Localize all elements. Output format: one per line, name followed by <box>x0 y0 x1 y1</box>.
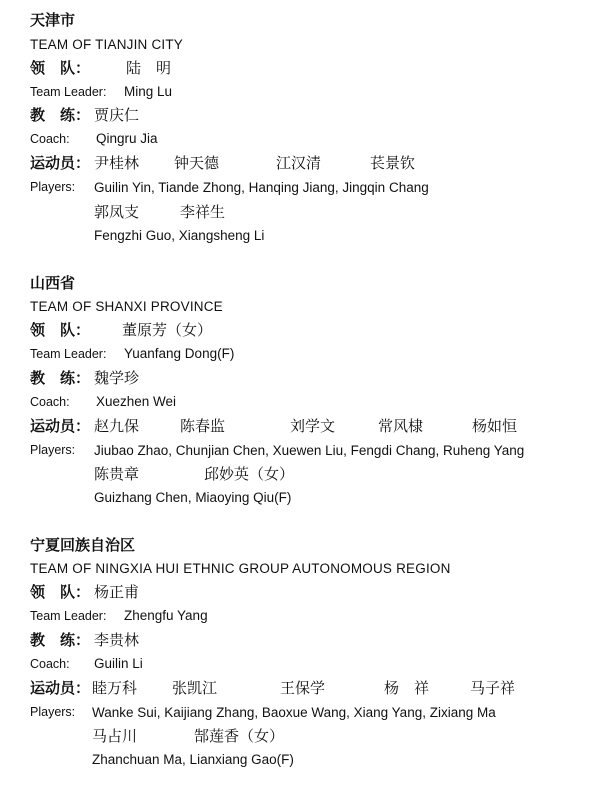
players-names-en: Guizhang Chen, Miaoying Qiu(F) <box>94 490 292 505</box>
player-name-zh: 杨如恒 <box>472 417 518 435</box>
players-label-en: Players: <box>30 180 76 194</box>
leader-label-en: Team Leader: <box>30 609 107 623</box>
team-name-zh: 宁夏回族自治区 <box>30 536 136 554</box>
team-name-en: TEAM OF NINGXIA HUI ETHNIC GROUP AUTONOMOUS REGION <box>30 561 451 576</box>
leader-label-en: Team Leader: <box>30 347 107 361</box>
leader-label-zh: 领 队： <box>30 59 91 77</box>
player-name-zh: 常风棣 <box>378 417 424 435</box>
player-name-zh: 江汉清 <box>276 154 322 172</box>
players-names-en: Zhanchuan Ma, Lianxiang Gao(F) <box>92 752 294 767</box>
player-name-zh: 尹桂林 <box>94 154 140 172</box>
coach-label-zh: 教 练： <box>30 106 91 124</box>
team-name-en: TEAM OF SHANXI PROVINCE <box>30 299 223 314</box>
players-label-en: Players: <box>30 443 76 457</box>
leader-label-zh: 领 队： <box>30 583 91 601</box>
players-names-en: Wanke Sui, Kaijiang Zhang, Baoxue Wang, Xiang Yang, Zixiang Ma <box>92 705 496 720</box>
players-label-en: Players: <box>30 705 76 719</box>
players-names-en: Guilin Yin, Tiande Zhong, Hanqing Jiang, Jingqin Chang <box>94 180 429 195</box>
coach-label-en: Coach: <box>30 395 70 409</box>
leader-name-zh: 陆 明 <box>126 59 172 77</box>
players-label-zh: 运动员： <box>30 417 91 435</box>
leader-name-en: Ming Lu <box>124 84 173 99</box>
coach-label-zh: 教 练： <box>30 369 91 387</box>
players-label-zh: 运动员： <box>30 679 91 697</box>
player-name-zh: 陈贵章 <box>94 465 140 483</box>
player-name-zh: 李祥生 <box>180 203 226 221</box>
player-name-zh: 邱妙英（女） <box>204 465 295 483</box>
team-name-zh: 山西省 <box>30 274 76 292</box>
coach-label-zh: 教 练： <box>30 631 91 649</box>
player-name-zh: 马子祥 <box>470 679 516 697</box>
coach-name-en: Qingru Jia <box>96 131 158 146</box>
player-name-zh: 刘学文 <box>290 417 336 435</box>
leader-label-en: Team Leader: <box>30 85 107 99</box>
leader-name-zh: 董原芳（女） <box>122 321 213 339</box>
coach-name-zh: 魏学珍 <box>94 369 140 387</box>
coach-name-zh: 李贵林 <box>94 631 140 649</box>
leader-name-en: Zhengfu Yang <box>124 608 208 623</box>
players-names-en: Jiubao Zhao, Chunjian Chen, Xuewen Liu, Fengdi Chang, Ruheng Yang <box>94 443 525 458</box>
players-names-en: Fengzhi Guo, Xiangsheng Li <box>94 228 265 243</box>
player-name-zh: 郭凤支 <box>94 203 140 221</box>
leader-label-zh: 领 队： <box>30 321 91 339</box>
player-name-zh: 睦万科 <box>92 679 138 697</box>
player-name-zh: 马占川 <box>92 727 138 745</box>
player-name-zh: 王保学 <box>280 679 326 697</box>
coach-name-en: Guilin Li <box>94 656 143 671</box>
coach-label-en: Coach: <box>30 657 70 671</box>
player-name-zh: 张凯江 <box>172 679 218 697</box>
player-name-zh: 钟天德 <box>174 154 220 172</box>
coach-name-en: Xuezhen Wei <box>96 394 177 409</box>
player-name-zh: 郜莲香（女） <box>194 727 285 745</box>
player-name-zh: 赵九保 <box>94 417 140 435</box>
team-name-zh: 天津市 <box>30 11 76 29</box>
coach-label-en: Coach: <box>30 132 70 146</box>
leader-name-en: Yuanfang Dong(F) <box>124 346 235 361</box>
players-label-zh: 运动员： <box>30 154 91 172</box>
player-name-zh: 杨 祥 <box>384 679 430 697</box>
player-name-zh: 苌景钦 <box>370 154 416 172</box>
player-name-zh: 陈春监 <box>180 417 226 435</box>
coach-name-zh: 贾庆仁 <box>94 106 140 124</box>
team-name-en: TEAM OF TIANJIN CITY <box>30 37 184 52</box>
leader-name-zh: 杨正甫 <box>94 583 140 601</box>
